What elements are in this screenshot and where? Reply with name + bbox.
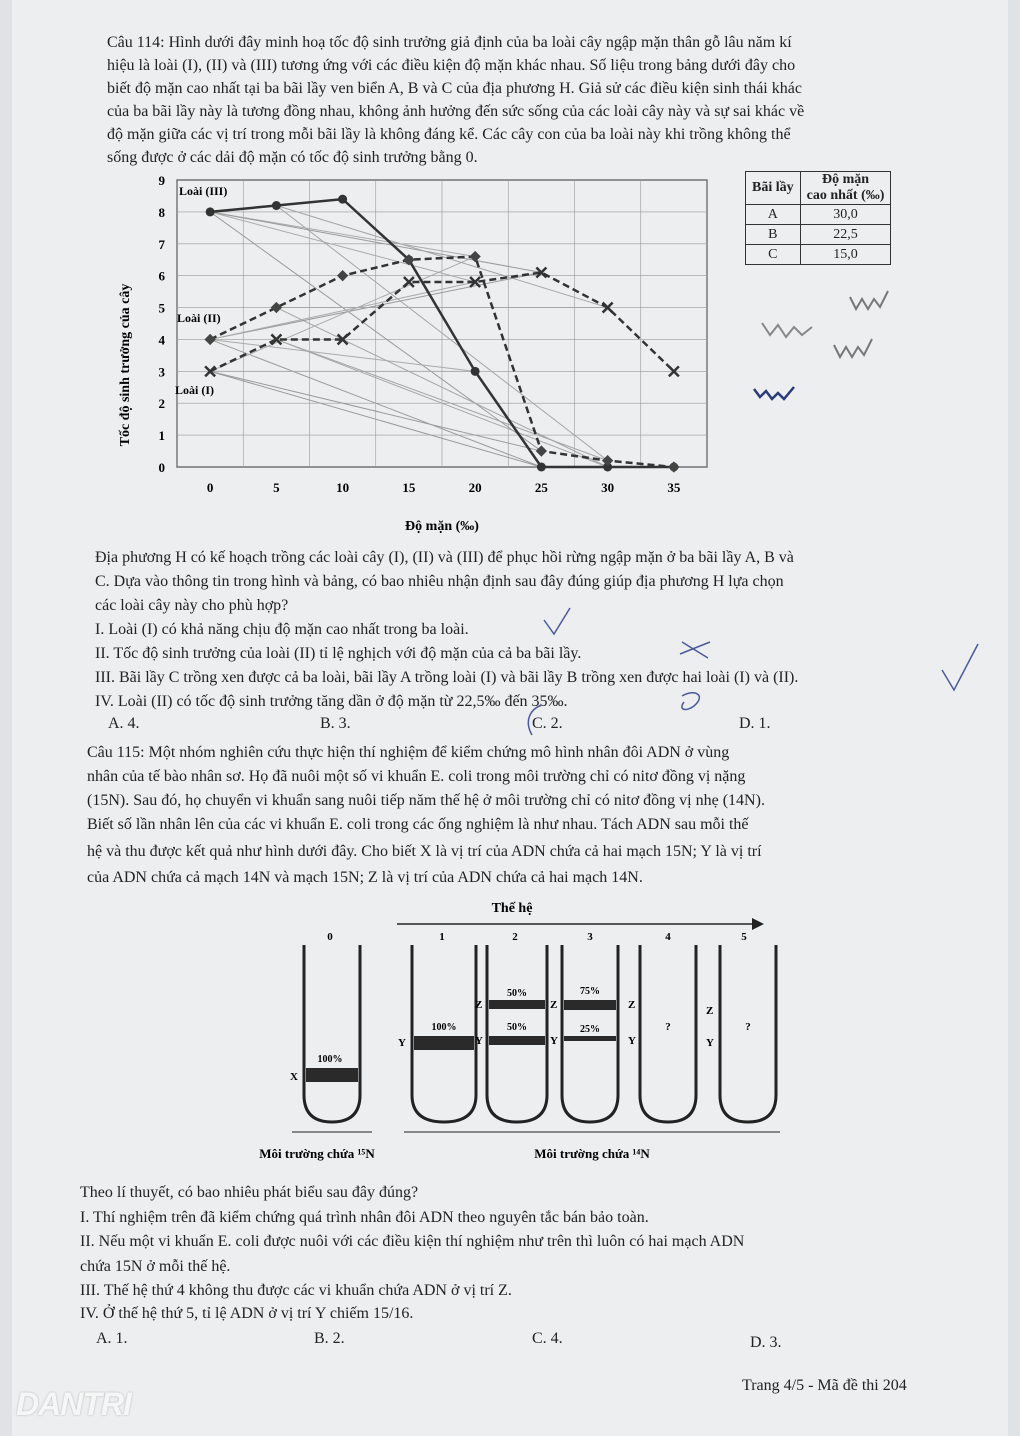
pos-z-label-4: Z bbox=[628, 999, 636, 1011]
q114-statement-2: II. Tốc độ sinh trưởng của loài (II) tỉ lệ nghịch với độ mặn của cả ba bãi lầy. bbox=[95, 645, 582, 662]
pos-y-label-5: Y bbox=[706, 1037, 714, 1049]
q114-option-c[interactable]: C. 2. bbox=[532, 715, 563, 732]
y-tick-label: 2 bbox=[158, 396, 165, 412]
x-tick-label: 30 bbox=[601, 480, 615, 495]
table-header-salinity bbox=[800, 172, 891, 205]
q114-statement-1: I. Loài (I) có khả năng chịu độ mặn cao nhất trong ba loài. bbox=[95, 621, 469, 638]
q115-statement-3: III. Thế hệ thứ 4 không thu được các vi khuẩn chứa ADN ở vị trí Z. bbox=[80, 1282, 512, 1299]
q115-option-b[interactable]: B. 2. bbox=[314, 1330, 345, 1347]
y-tick-label: 0 bbox=[158, 460, 165, 475]
generation-0: 0 bbox=[327, 931, 333, 943]
pos-y-label-4: Y bbox=[628, 1035, 636, 1047]
pos-y-label-3: Y bbox=[550, 1035, 558, 1047]
x-axis-label: Độ mặn (‰) bbox=[405, 519, 479, 534]
dantri-watermark: DANTRI bbox=[16, 1386, 131, 1422]
y-tick-label: 6 bbox=[158, 268, 165, 284]
q115-statement-2: II. Nếu một vi khuẩn E. coli được nuôi với các điều kiện thí nghiệm như trên thì luôn có hai mạch ADN bbox=[80, 1233, 745, 1250]
data-point bbox=[271, 302, 282, 313]
q115-line-2: nhân của tế bào nhân sơ. Họ đã nuôi một số vi khuẩn E. coli trong môi trường chỉ có nitơ đồng vị nặng bbox=[87, 768, 746, 785]
band-gen1-y bbox=[414, 1036, 474, 1050]
y-tick-label: 5 bbox=[158, 300, 165, 316]
y-tick-label: 1 bbox=[158, 428, 165, 444]
table-cell-value: 22,5 bbox=[800, 225, 891, 245]
q114-option-d[interactable]: D. 1. bbox=[739, 715, 771, 732]
q114-line-2: hiệu là loài (I), (II) và (III) tương ứng với các điều kiện độ mặn khác nhau. Số liệu trong bảng dưới đây cho bbox=[107, 57, 796, 74]
q115-statement-4: IV. Ở thế hệ thứ 5, tỉ lệ ADN ở vị trí Y chiếm 15/16. bbox=[80, 1305, 414, 1322]
bg-connector bbox=[210, 282, 475, 339]
q114-line-5: độ mặn giữa các vị trí trong mỗi bãi lầy là không đáng kể. Các cây con của ba loài này khi trồng không thể bbox=[107, 126, 791, 143]
generation-4: 4 bbox=[665, 931, 671, 943]
tube-5 bbox=[720, 945, 776, 1122]
data-point bbox=[537, 463, 546, 472]
doodle-1 bbox=[850, 291, 888, 309]
data-point bbox=[471, 367, 480, 376]
data-point bbox=[338, 195, 347, 204]
x-tick-label: 10 bbox=[336, 480, 350, 495]
q115-option-d[interactable]: D. 3. bbox=[750, 1334, 782, 1351]
y-tick-label: 4 bbox=[158, 332, 165, 348]
test-tube-figure bbox=[232, 890, 792, 1170]
q114-option-a[interactable]: A. 4. bbox=[108, 715, 140, 732]
q114-line-3: biết độ mặn cao nhất tại ba bãi lầy ven biển A, B và C của địa phương H. Giả sử các điều kiện sinh thái khác bbox=[107, 80, 802, 97]
data-point bbox=[536, 445, 547, 456]
table-header-site: Bãi lầy bbox=[746, 172, 801, 205]
env1-label: Môi trường chứa ¹⁵N bbox=[259, 1146, 375, 1161]
band-label-gen3-y: 25% bbox=[580, 1024, 600, 1035]
table-cell-site: C bbox=[746, 245, 801, 265]
tube-2 bbox=[487, 945, 547, 1122]
tube-0 bbox=[304, 945, 360, 1122]
data-point bbox=[469, 251, 480, 262]
y-tick-label: 9 bbox=[158, 173, 165, 188]
series-label-i: Loài (I) bbox=[175, 383, 214, 397]
q114-line-4: của ba bãi lầy này là tương đồng nhau, không ảnh hưởng đến sức sống của các loài cây này và sự sai khác về bbox=[107, 103, 805, 120]
page-footer: Trang 4/5 - Mã đề thi 204 bbox=[742, 1377, 907, 1394]
y-tick-label: 7 bbox=[158, 236, 165, 252]
loop-mark-4 bbox=[682, 693, 699, 710]
series-label-ii: Loài (II) bbox=[177, 311, 221, 325]
band-gen0-x bbox=[306, 1068, 358, 1082]
band-gen3-z bbox=[564, 1000, 616, 1010]
q115-line-3: (15N). Sau đó, họ chuyển vi khuẩn sang nuôi tiếp năm thế hệ ở môi trường chỉ có nitơ đồng vị nhẹ (14N). bbox=[87, 792, 765, 809]
pos-z-label-2: Z bbox=[475, 999, 483, 1011]
doodle-4 bbox=[754, 387, 794, 399]
q114-after-1: Địa phương H có kế hoạch trồng các loài cây (I), (II) và (III) để phục hồi rừng ngập mặn ở ba bãi lầy A, B và bbox=[95, 549, 794, 566]
band-label-gen3-z: 75% bbox=[580, 986, 600, 997]
exam-page bbox=[12, 0, 1008, 1436]
q115-option-c[interactable]: C. 4. bbox=[532, 1330, 563, 1347]
env2-label: Môi trường chứa ¹⁴N bbox=[534, 1146, 650, 1161]
table-header-salinity-2: cao nhất (‰) bbox=[806, 188, 885, 203]
band-gen2-y bbox=[489, 1036, 545, 1045]
bg-connector bbox=[210, 212, 475, 257]
generation-2: 2 bbox=[512, 931, 518, 943]
generation-3: 3 bbox=[587, 931, 593, 943]
data-point bbox=[204, 334, 215, 345]
table-header-salinity-1: Độ mặn bbox=[821, 172, 870, 187]
tube-1 bbox=[412, 945, 476, 1122]
band-gen3-y bbox=[564, 1036, 616, 1041]
band-label-gen5: ? bbox=[745, 1021, 751, 1033]
table-cell-value: 15,0 bbox=[800, 245, 891, 265]
q114-option-b[interactable]: B. 3. bbox=[320, 715, 351, 732]
data-point bbox=[272, 201, 281, 210]
q114-line-6: sống được ở các dải độ mặn có tốc độ sinh trưởng bằng 0. bbox=[107, 149, 478, 166]
doodle-3 bbox=[834, 339, 872, 357]
cross-mark-2 bbox=[680, 642, 710, 658]
band-label-gen2-z: 50% bbox=[507, 988, 527, 999]
chart-grid bbox=[177, 180, 707, 467]
data-point bbox=[337, 270, 348, 281]
data-point bbox=[668, 461, 679, 472]
table-cell-site: B bbox=[746, 225, 801, 245]
tube-4 bbox=[640, 945, 696, 1122]
q114-statement-3: III. Bãi lầy C trồng xen được cả ba loài, bãi lầy A trồng loài (I) và bãi lầy B trồng xen được hai loài (I) và (II). bbox=[95, 669, 799, 686]
doodle-2 bbox=[762, 323, 812, 337]
table-row bbox=[746, 225, 891, 245]
bg-connector bbox=[210, 339, 475, 371]
pos-y-label-2: Y bbox=[475, 1035, 483, 1047]
data-point bbox=[206, 207, 215, 216]
x-tick-label: 0 bbox=[206, 480, 214, 495]
x-tick-label: 25 bbox=[534, 480, 548, 495]
table-row bbox=[746, 245, 891, 265]
figure-title: Thế hệ bbox=[491, 901, 533, 916]
pos-z-label-3: Z bbox=[550, 999, 558, 1011]
table-cell-site: A bbox=[746, 205, 801, 225]
band-label-gen2-y: 50% bbox=[507, 1022, 527, 1033]
q114-line-1: Câu 114: Hình dưới đây minh hoạ tốc độ sinh trưởng giả định của ba loài cây ngập mặn thân gỗ lâu năm kí bbox=[107, 34, 792, 51]
y-axis-label: Tốc độ sinh trưởng của cây bbox=[118, 283, 133, 447]
band-label-gen0: 100% bbox=[317, 1054, 343, 1065]
q115-line-1: Câu 115: Một nhóm nghiên cứu thực hiện thí nghiệm để kiểm chứng mô hình nhân đôi ADN ở vùng bbox=[87, 744, 730, 761]
growth-rate-chart bbox=[107, 165, 727, 545]
check-mark-1 bbox=[544, 608, 570, 634]
q114-after-3: các loài cây này cho phù hợp? bbox=[95, 597, 289, 614]
q115-line-4: Biết số lần nhân lên của các vi khuẩn E. coli trong các ống nghiệm là như nhau. Tách ADN sau mỗi thế bbox=[87, 816, 749, 833]
band-label-gen1: 100% bbox=[431, 1022, 457, 1033]
q115-after: Theo lí thuyết, có bao nhiêu phát biểu sau đây đúng? bbox=[80, 1184, 419, 1201]
pos-x-label: X bbox=[290, 1071, 298, 1083]
x-tick-label: 5 bbox=[273, 480, 280, 495]
check-mark-3 bbox=[942, 644, 978, 690]
table-row bbox=[746, 205, 891, 225]
x-tick-label: 35 bbox=[667, 480, 681, 495]
generation-1: 1 bbox=[439, 931, 445, 943]
q114-statement-4: IV. Loài (II) có tốc độ sinh trưởng tăng dần ở độ mặn từ 22,5‰ đến 35‰. bbox=[95, 693, 568, 710]
x-tick-label: 15 bbox=[402, 480, 416, 495]
y-tick-label: 3 bbox=[158, 364, 165, 380]
pos-z-label-5: Z bbox=[706, 1005, 714, 1017]
q114-after-2: C. Dựa vào thông tin trong hình và bảng, có bao nhiêu nhận định sau đây đúng giúp địa phương H lựa chọn bbox=[95, 573, 784, 590]
q115-line-5: hệ và thu được kết quả như hình dưới đây. Cho biết X là vị trí của ADN chứa cả hai mạch 15N; Y là vị trí bbox=[87, 843, 762, 860]
salinity-table bbox=[745, 171, 891, 265]
q115-option-a[interactable]: A. 1. bbox=[96, 1330, 128, 1347]
pos-y-label-1: Y bbox=[398, 1037, 406, 1049]
generation-arrowhead bbox=[752, 918, 764, 930]
generation-5: 5 bbox=[741, 931, 747, 943]
band-gen2-z bbox=[489, 1000, 545, 1009]
x-tick-label: 20 bbox=[468, 480, 482, 495]
y-tick-label: 8 bbox=[158, 204, 165, 220]
table-cell-value: 30,0 bbox=[800, 205, 891, 225]
mangrove-doodles bbox=[752, 285, 932, 415]
series-label-iii: Loài (III) bbox=[179, 184, 228, 198]
band-label-gen4: ? bbox=[665, 1021, 671, 1033]
q115-statement-2b: chứa 15N ở mỗi thế hệ. bbox=[80, 1258, 231, 1275]
q115-line-6: của ADN chứa cả mạch 14N và mạch 15N; Z là vị trí của ADN chứa cả hai mạch 14N. bbox=[87, 869, 643, 886]
q115-statement-1: I. Thí nghiệm trên đã kiểm chứng quá trình nhân đôi ADN theo nguyên tắc bán bảo toàn. bbox=[80, 1209, 649, 1226]
